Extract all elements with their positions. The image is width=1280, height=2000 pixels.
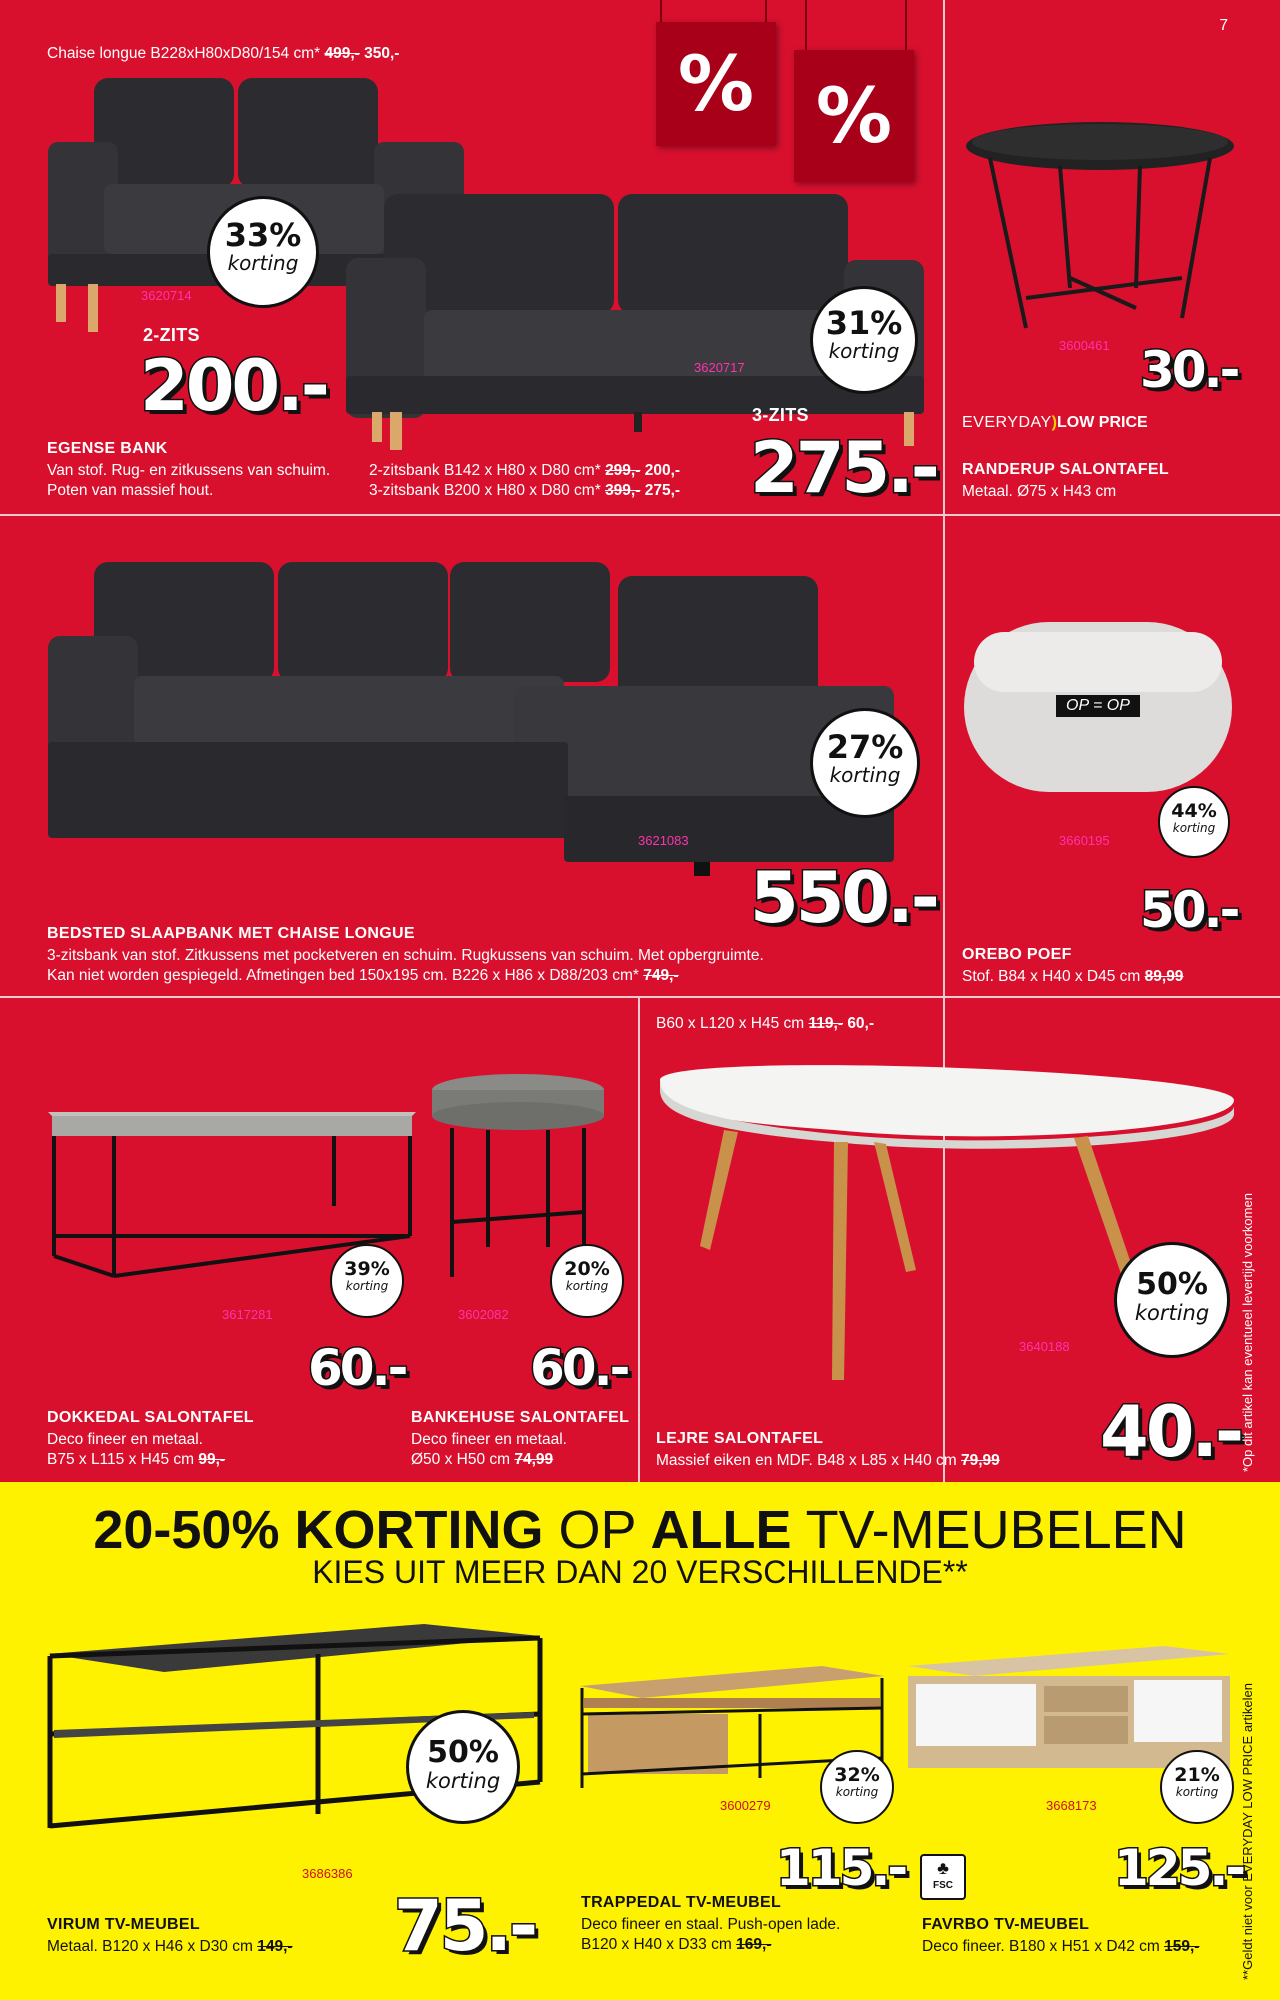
product-title: DOKKEDAL SALONTAFEL: [47, 1409, 254, 1426]
sku: 3621083: [638, 833, 689, 848]
product-desc: Deco fineer en metaal. Ø50 x H50 cm 74,99: [411, 1431, 567, 1468]
discount-badge: 31% korting: [810, 286, 918, 394]
discount-badge: 50% korting: [406, 1710, 520, 1824]
price: 40.-: [1100, 1391, 1242, 1473]
product-desc: Deco fineer en staal. Push-open lade. B120 x H40 x D33 cm 169,-: [581, 1916, 841, 1953]
product-desc: Stof. B84 x H40 x D45 cm 89,99: [962, 968, 1184, 985]
discount-badge: 50% korting: [1114, 1242, 1230, 1358]
tag-string: [805, 0, 807, 52]
sku: 3617281: [222, 1307, 273, 1322]
price: 60.-: [308, 1339, 406, 1397]
discount-badge: 33% korting: [207, 196, 319, 308]
randerup-table-image: [960, 118, 1240, 338]
tv-subline: KIES UIT MEER DAN 20 VERSCHILLENDE**: [312, 1554, 968, 1590]
product-title: RANDERUP SALONTAFEL: [962, 461, 1169, 478]
tag-string: [905, 0, 907, 52]
product-desc: Deco fineer. B180 x H51 x D42 cm 159,-: [922, 1938, 1200, 1955]
discount-badge: 39% korting: [330, 1244, 404, 1318]
page-number: 7: [1219, 17, 1228, 34]
sku: 3600279: [720, 1798, 771, 1813]
product-desc: Metaal. B120 x H46 x D30 cm 149,-: [47, 1938, 293, 1955]
sku: 3602082: [458, 1307, 509, 1322]
product-title: FAVRBO TV-MEUBEL: [922, 1916, 1090, 1933]
product-desc: 3-zitsbank van stof. Zitkussens met pocketveren en schuim. Rugkussens van schuim. Met opbergruimte. Kan niet worden gespiegeld. Afmetingen bed 150x195 cm. B226 x H86 x D88/203 cm* 749,-: [47, 947, 764, 984]
size-list: 2-zitsbank B142 x H80 x D80 cm* 299,- 200,- 3-zitsbank B200 x H80 x D80 cm* 399,- 275,-: [369, 462, 681, 499]
product-desc: Metaal. Ø75 x H43 cm: [962, 483, 1117, 500]
price: 125.-: [1114, 1839, 1244, 1897]
discount-badge: 32% korting: [820, 1750, 894, 1824]
tv-headline: 20-50% KORTING OP ALLE TV-MEUBELEN: [93, 1500, 1187, 1560]
price: 30.-: [1140, 341, 1238, 399]
product-title: BANKEHUSE SALONTAFEL: [411, 1409, 630, 1426]
everyday-low-price-logo: EVERYDAY)LOW PRICE: [962, 414, 1148, 431]
tag-string: [660, 0, 662, 24]
fsc-logo: ♣ FSC: [920, 1854, 966, 1900]
price-3zits: 275.-: [750, 427, 937, 509]
price: 550.-: [750, 857, 937, 939]
tag-string: [765, 0, 767, 24]
product-title: VIRUM TV-MEUBEL: [47, 1916, 200, 1933]
bedsted-sofa-image: [44, 556, 904, 886]
divider: [0, 514, 1280, 516]
product-title: OREBO POEF: [962, 946, 1072, 963]
label-3zits: 3-ZITS: [752, 405, 809, 425]
price: 50.-: [1140, 881, 1238, 939]
percent-tag: %: [656, 22, 776, 146]
percent-tag: %: [794, 50, 914, 182]
product-title: TRAPPEDAL TV-MEUBEL: [581, 1894, 782, 1911]
price: 115.-: [776, 1839, 906, 1897]
discount-badge: 44% korting: [1158, 786, 1230, 858]
sku: 3620714: [141, 288, 192, 303]
product-title: BEDSTED SLAAPBANK MET CHAISE LONGUE: [47, 925, 415, 942]
divider: [0, 996, 1280, 998]
product-desc: Massief eiken en MDF. B48 x L85 x H40 cm 79,99: [656, 1452, 1000, 1469]
sku: 3620717: [694, 360, 745, 375]
side-note: **Geldt niet voor EVERYDAY LOW PRICE artikelen: [1240, 1683, 1255, 1980]
divider: [638, 996, 640, 1482]
side-note: *Op dit artikel kan eventueel levertijd voorkomen: [1240, 1193, 1255, 1472]
discount-badge: 20% korting: [550, 1244, 624, 1318]
lejre-top-line: B60 x L120 x H45 cm 119,- 60,-: [656, 1015, 875, 1032]
price: 60.-: [530, 1339, 628, 1397]
tv-section: [0, 1482, 1280, 2000]
sku: 3660195: [1059, 833, 1110, 848]
chaise-longue-line: Chaise longue B228xH80xD80/154 cm* 499,- 350,-: [47, 45, 400, 62]
discount-badge: 21% korting: [1160, 1750, 1234, 1824]
product-desc: Van stof. Rug- en zitkussens van schuim. Poten van massief hout.: [47, 462, 331, 499]
op-op-label: OP = OP: [1056, 695, 1140, 717]
discount-badge: 27% korting: [810, 708, 920, 818]
price-2zits: 200.-: [140, 345, 327, 427]
sku: 3668173: [1046, 1798, 1097, 1813]
product-desc: Deco fineer en metaal. B75 x L115 x H45 cm 99,-: [47, 1431, 226, 1468]
sku: 3600461: [1059, 338, 1110, 353]
product-title: LEJRE SALONTAFEL: [656, 1430, 824, 1447]
product-title: EGENSE BANK: [47, 440, 168, 457]
sku: 3686386: [302, 1866, 353, 1881]
label-2zits: 2-ZITS: [143, 325, 200, 345]
price: 75.-: [394, 1885, 536, 1967]
sku: 3640188: [1019, 1339, 1070, 1354]
